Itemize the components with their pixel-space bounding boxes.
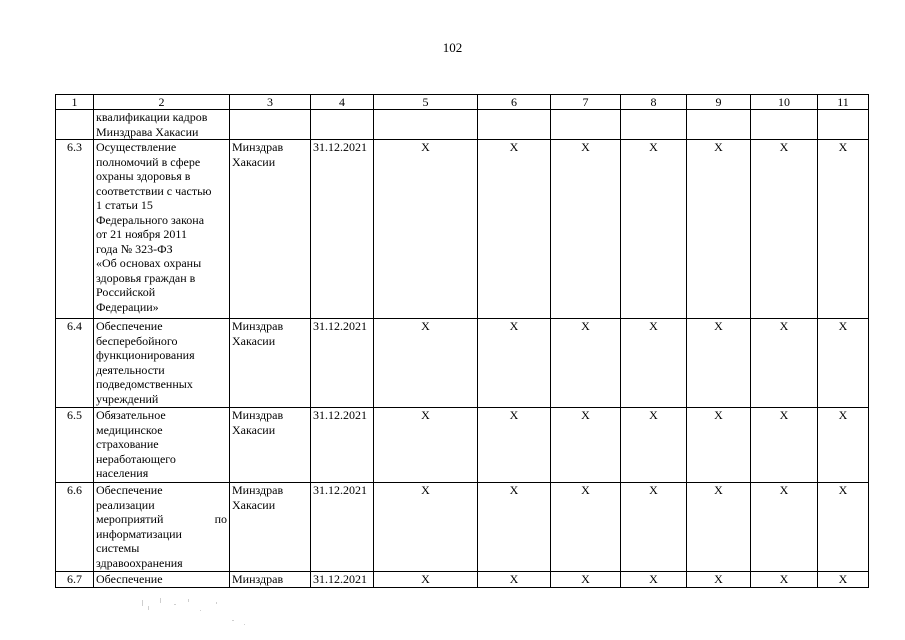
deadline [311, 110, 374, 140]
name-line: Российской [96, 285, 156, 299]
name-line: Осуществление [96, 140, 177, 154]
row-number: 6.3 [56, 140, 94, 319]
mark: X [551, 140, 621, 319]
column-header: 9 [687, 95, 751, 110]
executor-line: Хакасии [232, 497, 276, 512]
name-line: информатизации [96, 526, 182, 541]
mark: X [751, 408, 818, 483]
mark: X [621, 408, 687, 483]
mark: X [751, 140, 818, 319]
cell [621, 110, 687, 140]
mark: X [818, 140, 869, 319]
column-header: 3 [230, 95, 311, 110]
executor [230, 140, 311, 319]
column-header: 11 [818, 95, 869, 110]
executor-line: Минздрав [232, 572, 284, 586]
mark: X [551, 408, 621, 483]
executor-line: Хакасии [232, 422, 276, 437]
name-line: системы [96, 541, 140, 555]
name-line: Обеспечение [96, 572, 163, 586]
mark: X [551, 319, 621, 408]
executor-line: Хакасии [232, 333, 276, 348]
mark: X [478, 319, 551, 408]
measure-name [94, 408, 230, 483]
column-header: 1 [56, 95, 94, 110]
table-row [56, 408, 869, 483]
name-line: учреждений [96, 391, 159, 406]
mark: X [374, 408, 478, 483]
cell [818, 110, 869, 140]
name-line: неработающего [96, 451, 176, 466]
mark: X [478, 140, 551, 319]
column-header: 10 [751, 95, 818, 110]
name-line-justified [96, 512, 227, 527]
header-row [56, 95, 869, 110]
table-row [56, 140, 869, 319]
executor-line: Минздрав [232, 319, 284, 333]
column-header: 2 [94, 95, 230, 110]
scan-noise [140, 596, 260, 632]
deadline: 31.12.2021 [311, 319, 374, 408]
mark: X [621, 572, 687, 588]
name-line: страхование [96, 437, 159, 451]
deadline: 31.12.2021 [311, 572, 374, 588]
name-line: соответствии с частью [96, 183, 212, 198]
column-header: 4 [311, 95, 374, 110]
name-line: полномочий в сфере [96, 154, 201, 169]
cell [751, 110, 818, 140]
cell [374, 110, 478, 140]
name-line: Федерации» [96, 299, 159, 314]
mark: X [687, 483, 751, 572]
executor [230, 319, 311, 408]
mark: X [751, 319, 818, 408]
mark: X [374, 572, 478, 588]
mark: X [478, 572, 551, 588]
name-line: здравоохранения [96, 555, 183, 570]
name-line: Федерального закона [96, 212, 205, 227]
cell [551, 110, 621, 140]
deadline: 31.12.2021 [311, 408, 374, 483]
column-header: 7 [551, 95, 621, 110]
mark: X [818, 483, 869, 572]
measure-name [94, 319, 230, 408]
name-line: 1 статьи 15 [96, 198, 153, 212]
mark: X [621, 483, 687, 572]
name-line: бесперебойного [96, 333, 178, 348]
deadline: 31.12.2021 [311, 140, 374, 319]
page-number: 102 [442, 40, 463, 55]
row-number: 6.5 [56, 408, 94, 483]
deadline: 31.12.2021 [311, 483, 374, 572]
measure-name [94, 140, 230, 319]
mark: X [478, 408, 551, 483]
name-line: Обеспечение [96, 483, 163, 497]
mark: X [621, 140, 687, 319]
name-word: мероприятий [96, 512, 164, 526]
mark: X [818, 408, 869, 483]
mark: X [374, 140, 478, 319]
executor-line: Минздрав [232, 483, 284, 497]
mark: X [374, 319, 478, 408]
row-number: 6.6 [56, 483, 94, 572]
name-line: деятельности [96, 362, 165, 377]
table-row [56, 483, 869, 572]
name-line: Обеспечение [96, 319, 163, 333]
name-word: по [214, 512, 227, 526]
measure-name [94, 572, 230, 588]
name-line: квалификации кадров [96, 110, 208, 124]
name-line: реализации [96, 497, 155, 512]
mark: X [687, 408, 751, 483]
mark: X [751, 572, 818, 588]
measure-name [94, 483, 230, 572]
row-number: 6.7 [56, 572, 94, 588]
name-line: функционирования [96, 348, 195, 362]
executor [230, 408, 311, 483]
mark: X [751, 483, 818, 572]
column-header: 8 [621, 95, 687, 110]
name-line: здоровья граждан в [96, 270, 196, 285]
name-line: медицинское [96, 422, 163, 437]
executor-line: Минздрав [232, 140, 284, 154]
mark: X [551, 483, 621, 572]
executor [230, 572, 311, 588]
mark: X [687, 319, 751, 408]
name-line: года № 323-ФЗ [96, 241, 173, 256]
name-line: охраны здоровья в [96, 169, 191, 183]
name-line: «Об основах охраны [96, 256, 202, 270]
name-line: Минздрава Хакасии [96, 124, 199, 139]
name-line: населения [96, 466, 149, 480]
mark: X [621, 319, 687, 408]
cell [687, 110, 751, 140]
name-line: от 21 ноября 2011 [96, 227, 187, 241]
name-line: подведомственных [96, 377, 193, 391]
mark: X [818, 319, 869, 408]
executor-line: Хакасии [232, 154, 276, 169]
row-number [56, 110, 94, 140]
mark: X [478, 483, 551, 572]
table-row [56, 572, 869, 588]
mark: X [374, 483, 478, 572]
executor [230, 110, 311, 140]
mark: X [687, 140, 751, 319]
column-header: 5 [374, 95, 478, 110]
name-line: Обязательное [96, 408, 166, 422]
table-row-continuation [56, 110, 869, 140]
mark: X [818, 572, 869, 588]
cell [478, 110, 551, 140]
table-row [56, 319, 869, 408]
column-header: 6 [478, 95, 551, 110]
measures-table [55, 94, 869, 588]
row-number: 6.4 [56, 319, 94, 408]
measure-name [94, 110, 230, 140]
executor [230, 483, 311, 572]
mark: X [687, 572, 751, 588]
mark: X [551, 572, 621, 588]
executor-line: Минздрав [232, 408, 284, 422]
